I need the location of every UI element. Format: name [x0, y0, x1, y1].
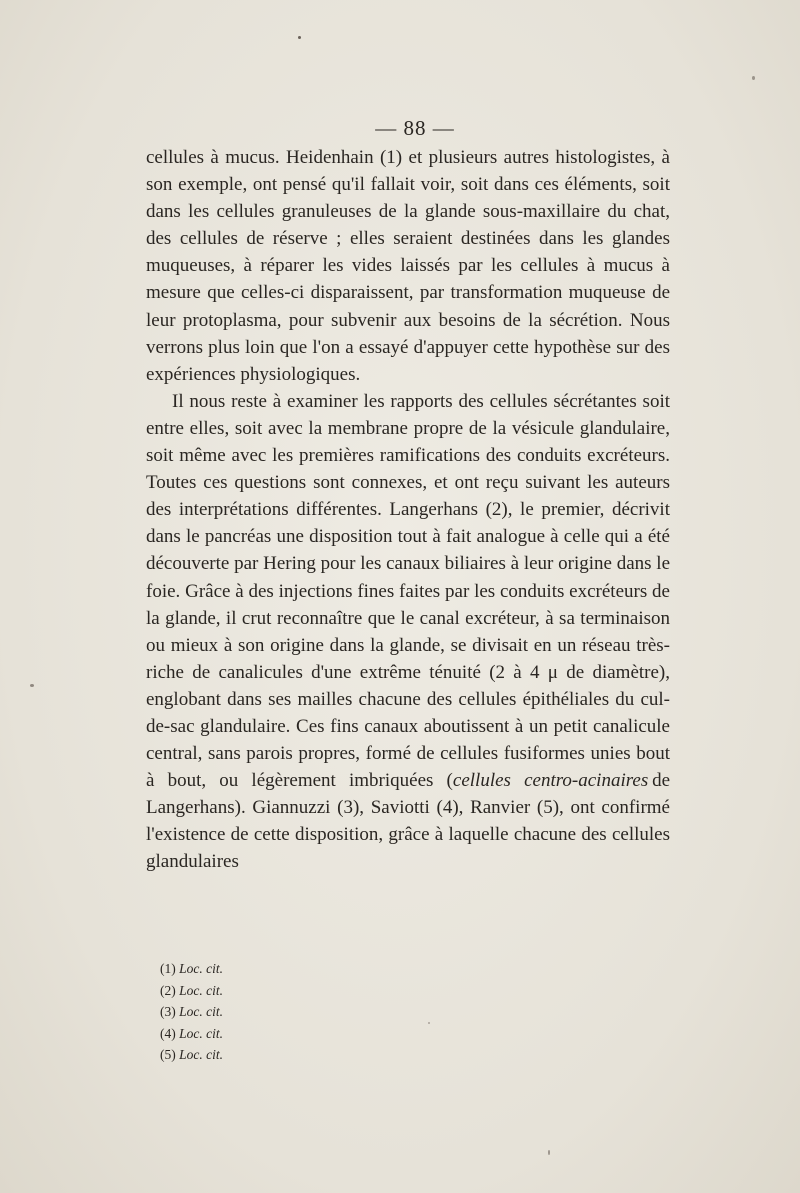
paper-speck	[30, 684, 34, 687]
footnote-text: Loc. cit.	[179, 1025, 223, 1041]
footnote-mark: (3)	[160, 1004, 176, 1019]
paper-speck	[752, 76, 755, 80]
footnote	[160, 958, 460, 980]
paper-speck	[548, 1150, 550, 1155]
footnote-text: Loc. cit.	[179, 961, 223, 976]
footnote-text: Loc. cit.	[179, 1047, 223, 1062]
footnote-mark: (1)	[160, 961, 176, 976]
footnote-mark: (4)	[160, 1025, 176, 1041]
body-text	[146, 144, 670, 876]
paper-speck	[428, 1022, 430, 1024]
footnote	[160, 1001, 460, 1023]
footnote-mark: (2)	[160, 982, 176, 998]
footnote-mark: (5)	[160, 1047, 176, 1062]
paper-speck	[298, 36, 301, 39]
footnote	[160, 1023, 460, 1045]
paragraph-1: cellules à mucus. Heidenhain (1) et plusieurs autres histologistes, à son exemple, ont pensé qu'il fallait voir, soit dans ces éléments, soit dans les cellules granuleuses de la glande sous-maxillaire du chat, des cellules de réserve ; elles seraient destinées dans les glandes muqueuses, à réparer les vides laissés par les cellules à mucus à mesure que celles-ci disparaissent, par transformation muqueuse de leur protoplasma, pour subvenir aux besoins de la sécrétion. Nous verrons plus loin que l'on a essayé d'appuyer cette hypothèse sur des expériences physiologiques.	[146, 147, 670, 385]
footnote	[160, 1044, 460, 1066]
paragraph-2-tail: de Langerhans). Giannuzzi (3), Saviotti (4), Ranvier (5), ont confirmé l'existence de cette disposition, grâce à laquelle chacune des cellules glandulaires	[146, 770, 670, 873]
paragraph-2-text: Il nous reste à examiner les rapports des cellules sécrétantes soit entre elles, soit avec la membrane propre de la vésicule glandulaire, soit même avec les premières ramifications des conduits excréteurs. Toutes ces questions sont connexes, et ont reçu suivant les auteurs des interprétations différentes. Langerhans (2), le premier, décrivit dans le pancréas une disposition tout à fait analogue à celle qui a été découverte par Hering pour les canaux biliaires à leur origine dans le foie. Grâce à des injections fines faites par les conduits excréteurs de la glande, il crut reconnaître que le canal excréteur, à sa terminaison ou mieux à son origine dans la glande, se divisait en un réseau très-riche de canalicules d'une extrême ténuité (2 à 4 μ de diamètre), englobant dans ses mailles chacune des cellules épithéliales du cul-de-sac glandulaire. Ces fins canaux aboutissent à un petit canalicule central, sans parois propres, formé de cellules fusiformes unies bout à bout, ou légèrement imbriquées	[146, 390, 670, 792]
footnote	[160, 980, 460, 1002]
paragraph-2: Il nous reste à examiner les rapports des cellules sécrétantes soit entre elles, soit avec la membrane propre de la vésicule glandulaire, soit même avec les premières ramifications des conduits excréteurs. Toutes ces questions sont connexes, et ont reçu suivant les auteurs des interprétations différentes. Langerhans (2), le premier, décrivit dans le pancréas une disposition tout à fait analogue à celle qui a été découverte par Hering pour les canaux biliaires à leur origine dans le foie. Grâce à des injections fines faites par les conduits excréteurs de la glande, il crut reconnaître que le canal excréteur, à sa terminaison ou mieux à son origine dans la glande, se divisait en un réseau très-riche de canalicules d'une extrême ténuité (2 à 4 μ de diamètre), englobant dans ses mailles chacune des cellules épithéliales du cul-de-sac glandulaire. Ces fins canaux aboutissent à un petit canalicule central, sans parois propres, formé de cellules fusiformes unies bout à bout, ou légèrement imbriquées (cellules centro-acinaires de Langerhans). Giannuzzi (3), Saviotti (4), Ranvier (5), ont confirmé l'existence de cette disposition, grâce à laquelle chacune des cellules glandulaires	[146, 390, 670, 873]
footnote-text: Loc. cit.	[179, 1004, 223, 1019]
page-number: — 88 —	[375, 116, 455, 140]
footnote-text: Loc. cit.	[179, 982, 223, 998]
italic-term: cellules centro-acinaires	[452, 770, 649, 792]
footnotes	[160, 958, 460, 1066]
